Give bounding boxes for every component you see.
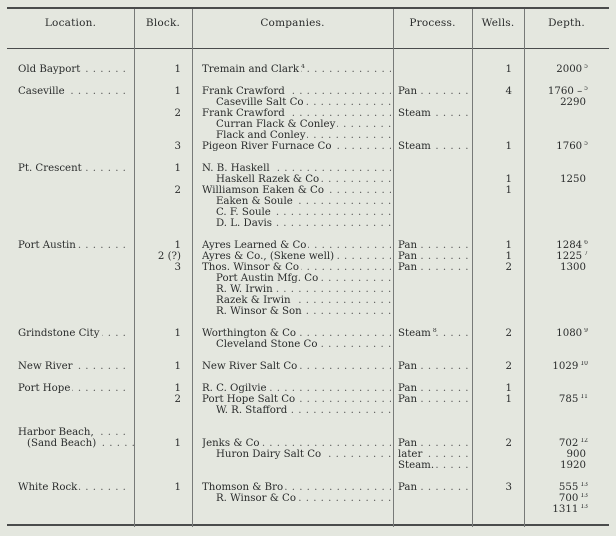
- block-cell-text: 1: [174, 328, 181, 339]
- wells-cell: [476, 251, 514, 262]
- company-cell: [202, 163, 391, 174]
- process-cell-text: Steam.: [398, 460, 435, 471]
- wells-cell: [476, 361, 514, 372]
- location-cell-text: Pt. Crescent: [18, 163, 82, 174]
- depth-cell-text: 1300: [560, 262, 586, 273]
- block-cell: [136, 383, 183, 394]
- footnote-marker: 13: [580, 493, 588, 499]
- company-cell: [216, 273, 391, 284]
- process-cell-text: Pan: [398, 361, 418, 372]
- process-cell: [398, 240, 470, 251]
- location-cell: [18, 86, 130, 97]
- company-cell: [216, 405, 391, 416]
- header-depth: Depth.: [548, 17, 585, 29]
- process-cell-text: Pan: [398, 383, 418, 394]
- block-cell-text: 3: [174, 262, 181, 273]
- company-cell-text: R. W. Irwin: [216, 284, 273, 295]
- wells-cell-text: 2: [505, 328, 512, 339]
- depth-cell: [528, 251, 588, 262]
- process-cell-text: Steam: [398, 141, 431, 152]
- block-cell: [136, 438, 183, 449]
- block-cell: [136, 251, 183, 262]
- company-cell-text: Port Hope Salt Co: [202, 394, 296, 405]
- footnote-marker: 5: [584, 86, 588, 92]
- location-cell-text: Old Bayport: [18, 64, 81, 75]
- wells-cell-text: 2: [505, 361, 512, 372]
- company-cell: [202, 438, 391, 449]
- block-cell: [136, 262, 183, 273]
- location-cell: [18, 383, 130, 394]
- block-cell: [136, 163, 183, 174]
- company-cell: [202, 185, 391, 196]
- footnote-marker: 9: [584, 328, 588, 334]
- company-cell-text: New River Salt Co: [202, 361, 298, 372]
- wells-cell: [476, 438, 514, 449]
- depth-cell-text: 1029: [552, 361, 579, 372]
- block-cell-text: 1: [174, 86, 181, 97]
- footnote-marker: 5: [584, 64, 588, 70]
- wells-cell: [476, 240, 514, 251]
- depth-cell: [528, 64, 588, 75]
- depth-cell-text: 1760 –: [547, 86, 583, 97]
- wells-cell: [476, 482, 514, 493]
- company-cell: [216, 97, 391, 108]
- process-cell-text: later: [398, 449, 423, 460]
- depth-cell-text: 1311: [552, 504, 579, 515]
- process-cell: [398, 262, 470, 273]
- footnote-marker: 13: [580, 504, 588, 510]
- process-cell: [398, 394, 470, 405]
- footnote-marker: 8: [432, 328, 437, 334]
- block-cell-text: 2: [174, 185, 181, 196]
- block-cell: [136, 328, 183, 339]
- company-cell-text: Haskell Razek & Co: [216, 174, 320, 185]
- header-rule: [7, 48, 609, 49]
- block-cell: [136, 394, 183, 405]
- block-cell: [136, 141, 183, 152]
- footnote-marker: 5: [584, 141, 588, 147]
- block-cell-text: 3: [174, 141, 181, 152]
- company-cell-text: Pigeon River Furnace Co: [202, 141, 332, 152]
- location-cell-text: Port Hope: [18, 383, 71, 394]
- company-cell-text: R. Winsor & Co: [216, 493, 296, 504]
- depth-cell: [528, 141, 588, 152]
- column-divider: [192, 9, 193, 527]
- process-cell-text: Pan: [398, 240, 418, 251]
- depth-cell: [528, 460, 588, 471]
- company-cell-text: Razek & Irwin: [216, 295, 291, 306]
- process-cell-text: Pan: [398, 438, 418, 449]
- location-cell: [18, 163, 130, 174]
- depth-cell-text: 700: [558, 493, 579, 504]
- wells-cell: [476, 141, 514, 152]
- wells-cell-text: 3: [505, 482, 512, 493]
- process-cell: [398, 383, 470, 394]
- location-cell-text: New River: [18, 361, 73, 372]
- depth-cell: [528, 328, 588, 339]
- process-cell: [398, 361, 470, 372]
- company-cell: [202, 383, 391, 394]
- company-cell: [216, 174, 391, 185]
- company-cell-text: Curran Flack & Conley: [216, 119, 336, 130]
- company-cell: [202, 251, 391, 262]
- depth-cell-text: 1920: [560, 460, 586, 471]
- company-cell: [216, 196, 391, 207]
- company-cell: [216, 493, 391, 504]
- process-cell: [398, 86, 470, 97]
- company-cell: [202, 394, 391, 405]
- block-cell-text: 1: [174, 361, 181, 372]
- process-cell: [398, 251, 470, 262]
- wells-cell: [476, 328, 514, 339]
- company-cell: [216, 306, 391, 317]
- block-cell-text: 1: [174, 438, 181, 449]
- company-cell-text: Worthington & Co: [202, 328, 297, 339]
- company-cell: [202, 108, 391, 119]
- location-cell: [18, 328, 130, 339]
- top-rule: [7, 7, 609, 9]
- column-divider: [134, 9, 135, 527]
- company-cell: [202, 240, 391, 251]
- block-cell-text: 1: [174, 240, 181, 251]
- depth-cell-text: 555: [558, 482, 579, 493]
- company-cell-text: Tremain and Clark: [202, 64, 300, 75]
- column-divider: [524, 9, 525, 527]
- wells-cell: [476, 394, 514, 405]
- process-cell-text: Steam: [398, 108, 431, 119]
- depth-cell-text: 785: [558, 394, 579, 405]
- depth-cell-text: 2290: [560, 97, 586, 108]
- wells-cell-text: 1: [505, 141, 512, 152]
- wells-cell-text: 2: [505, 262, 512, 273]
- location-cell-text: Harbor Beach,: [18, 427, 94, 438]
- wells-cell: [476, 174, 514, 185]
- header-companies: Companies.: [260, 17, 325, 29]
- footnote-marker: 11: [580, 394, 588, 400]
- wells-cell-text: 4: [505, 86, 512, 97]
- company-cell-text: Ayres & Co., (Skene well): [202, 251, 335, 262]
- company-cell-text: Frank Crawford: [202, 108, 285, 119]
- wells-cell: [476, 64, 514, 75]
- location-cell: [18, 64, 130, 75]
- company-cell-text: R. Winsor & Son: [216, 306, 302, 317]
- location-cell: [18, 482, 130, 493]
- depth-cell: [528, 361, 588, 372]
- wells-cell-text: 1: [505, 64, 512, 75]
- company-cell-text: Huron Dairy Salt Co: [216, 449, 322, 460]
- depth-cell-text: 702: [558, 438, 579, 449]
- process-cell-text: Pan: [398, 251, 418, 262]
- process-cell: [398, 141, 470, 152]
- depth-cell: [528, 262, 588, 273]
- company-cell-text: N. B. Haskell: [202, 163, 270, 174]
- block-cell-text: 2: [174, 394, 181, 405]
- block-cell-text: 2 (?): [157, 251, 181, 262]
- block-cell: [136, 86, 183, 97]
- block-cell-text: 1: [174, 64, 181, 75]
- header-block: Block.: [145, 17, 181, 29]
- wells-cell: [476, 185, 514, 196]
- company-cell-text: Thomson & Bro: [202, 482, 284, 493]
- company-cell-text: D. L. Davis: [216, 218, 273, 229]
- location-cell: [18, 427, 130, 438]
- block-cell-text: 1: [174, 482, 181, 493]
- company-cell-text: Jenks & Co: [202, 438, 260, 449]
- company-cell-text: Thos. Winsor & Co: [202, 262, 300, 273]
- footnote-marker: 4: [301, 64, 305, 70]
- company-cell: [202, 64, 391, 75]
- company-cell: [202, 86, 391, 97]
- depth-cell: [528, 394, 588, 405]
- depth-cell: [528, 438, 588, 449]
- company-cell: [202, 482, 391, 493]
- depth-cell: [528, 504, 588, 515]
- location-cell-text: Caseville: [18, 86, 65, 97]
- process-cell-text: Pan: [398, 482, 418, 493]
- column-divider: [393, 9, 394, 527]
- header-wells: Wells.: [481, 17, 515, 29]
- company-cell: [216, 130, 391, 141]
- process-cell-text: Pan: [398, 394, 418, 405]
- company-cell-text: C. F. Soule: [216, 207, 271, 218]
- company-cell: [202, 328, 391, 339]
- block-cell: [136, 361, 183, 372]
- depth-cell-text: 1760: [556, 141, 583, 152]
- process-cell-text: Steam: [398, 328, 431, 339]
- company-cell: [216, 207, 391, 218]
- location-cell: [27, 438, 139, 449]
- footnote-marker: 12: [580, 438, 588, 444]
- location-cell-text: (Sand Beach): [27, 438, 97, 449]
- depth-cell: [528, 493, 588, 504]
- location-cell: [18, 361, 130, 372]
- block-cell-text: 2: [174, 108, 181, 119]
- company-cell-text: Cleveland Stone Co: [216, 339, 318, 350]
- wells-cell-text: 1: [505, 251, 512, 262]
- depth-cell: [528, 97, 588, 108]
- company-cell-text: Caseville Salt Co: [216, 97, 304, 108]
- depth-cell: [528, 86, 588, 97]
- process-cell-text: Pan: [398, 86, 418, 97]
- wells-cell-text: 1: [505, 383, 512, 394]
- depth-cell-text: 2000: [556, 64, 583, 75]
- depth-cell-text: 1080: [556, 328, 583, 339]
- company-cell: [202, 262, 391, 273]
- company-cell-text: Flack and Conley: [216, 130, 306, 141]
- wells-cell-text: 1: [505, 185, 512, 196]
- company-cell-text: Port Austin Mfg. Co: [216, 273, 319, 284]
- wells-cell: [476, 86, 514, 97]
- wells-cell: [476, 262, 514, 273]
- company-cell: [216, 339, 391, 350]
- block-cell: [136, 185, 183, 196]
- company-cell: [216, 295, 391, 306]
- company-cell-text: Frank Crawford: [202, 86, 285, 97]
- footnote-marker: 7: [584, 251, 588, 257]
- footnote-marker: 13: [580, 482, 588, 488]
- header-process: Process.: [409, 17, 456, 29]
- process-cell-text: Pan: [398, 262, 418, 273]
- bottom-rule: [7, 524, 609, 526]
- process-cell: [398, 449, 470, 460]
- depth-cell: [528, 174, 588, 185]
- company-cell: [202, 141, 391, 152]
- wells-cell: [476, 383, 514, 394]
- process-cell: [398, 460, 470, 471]
- wells-cell-text: 1: [505, 240, 512, 251]
- depth-cell-text: 1250: [560, 174, 586, 185]
- location-cell-text: White Rock: [18, 482, 78, 493]
- depth-cell-text: 900: [566, 449, 586, 460]
- block-cell: [136, 482, 183, 493]
- process-cell: [398, 482, 470, 493]
- location-cell-text: Port Austin: [18, 240, 76, 251]
- depth-cell-text: 1284: [556, 240, 583, 251]
- header-location: Location.: [44, 17, 97, 29]
- company-cell: [202, 361, 391, 372]
- wells-cell-text: 2: [505, 438, 512, 449]
- company-cell: [216, 449, 391, 460]
- block-cell-text: 1: [174, 163, 181, 174]
- company-cell-text: R. C. Ogilvie: [202, 383, 267, 394]
- depth-cell: [528, 482, 588, 493]
- company-cell-text: W. R. Stafford: [216, 405, 288, 416]
- company-cell-text: Williamson Eaken & Co: [202, 185, 324, 196]
- depth-cell: [528, 449, 588, 460]
- company-cell: [216, 284, 391, 295]
- company-cell-text: Eaken & Soule: [216, 196, 293, 207]
- column-divider: [472, 9, 473, 527]
- depth-cell-text: 1225: [556, 251, 583, 262]
- block-cell: [136, 240, 183, 251]
- wells-cell-text: 1: [505, 394, 512, 405]
- wells-cell-text: 1: [505, 174, 512, 185]
- process-cell: [398, 328, 470, 339]
- company-cell-text: Ayres Learned & Co: [202, 240, 307, 251]
- location-cell: [18, 240, 130, 251]
- location-cell-text: Grindstone City: [18, 328, 100, 339]
- block-cell-text: 1: [174, 383, 181, 394]
- footnote-marker: 10: [580, 361, 588, 367]
- footnote-marker: 6: [584, 240, 588, 246]
- depth-cell: [528, 240, 588, 251]
- company-cell: [216, 218, 391, 229]
- company-cell: [216, 119, 391, 130]
- process-cell: [398, 438, 470, 449]
- block-cell: [136, 108, 183, 119]
- process-cell: [398, 108, 470, 119]
- block-cell: [136, 64, 183, 75]
